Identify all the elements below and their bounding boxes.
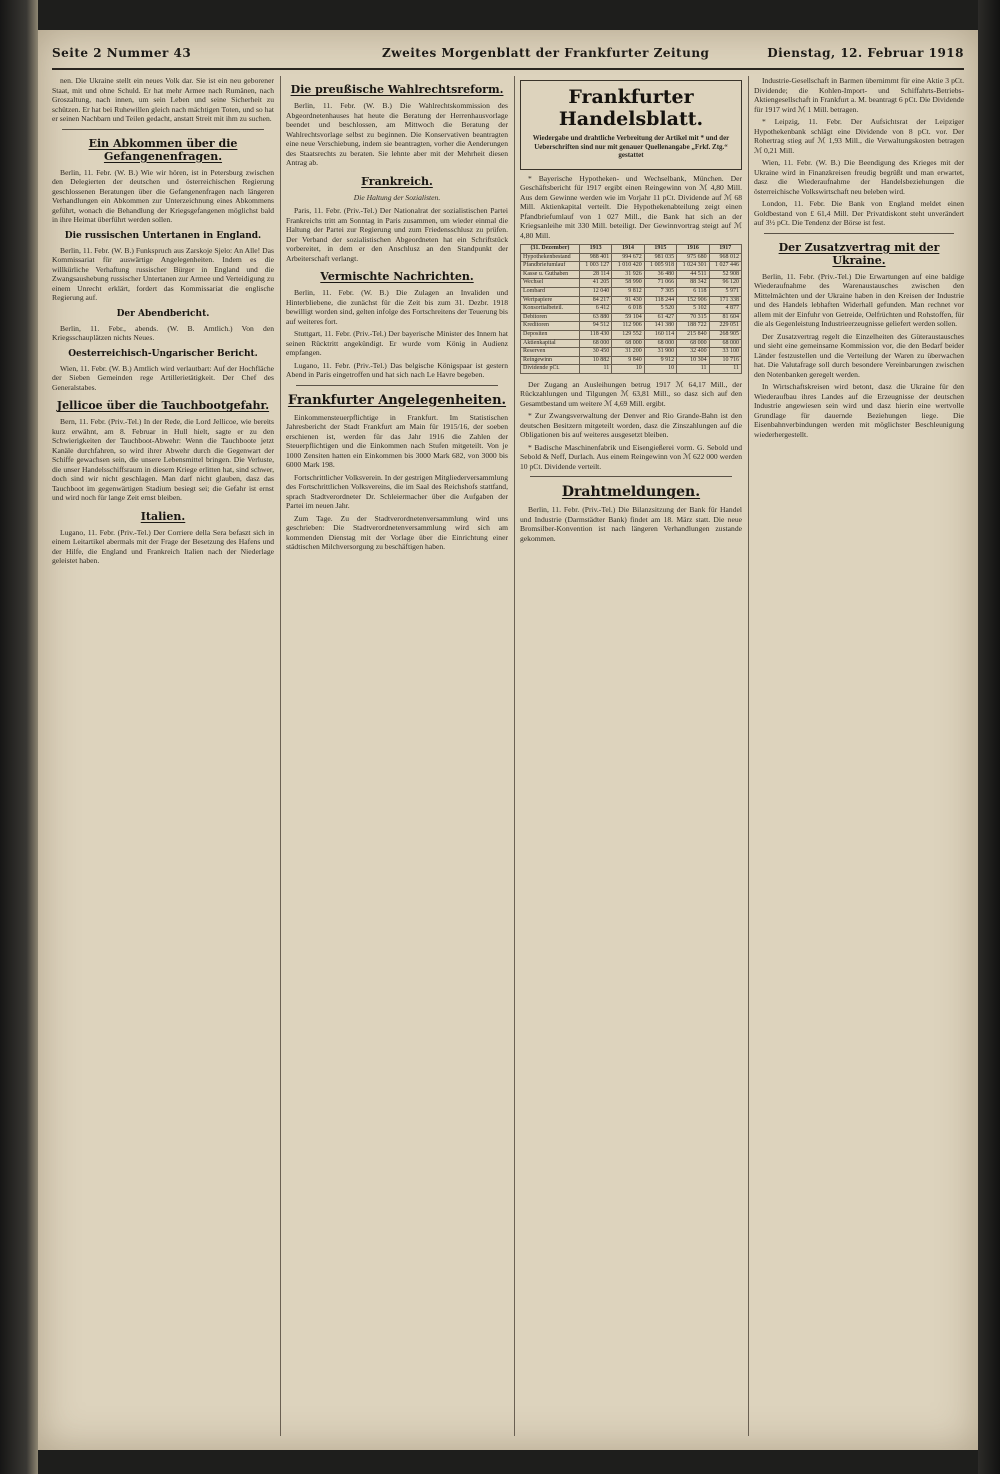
table-cell: 9 912 <box>644 356 676 365</box>
table-cell: 11 <box>677 365 709 374</box>
table-row <box>521 330 742 339</box>
article-text: Bern, 11. Febr. (Priv.-Tel.) In der Rede, die Lord Jellicoe, wie bereits kurz erwähnt, am 8. Februar in Hull hielt, sagte er zu den Schwierigkeiten der Tauchboot-Abwehr: Wenn die Tauchboote jetzt Kanäle durchfahren, so wird ihrer Abwehr durch die Gegenwart der Schiffe gewachsen sein, die unsere Lebensmittel bringen. Die Verluste, die unser Handelsschiffsraum in diesem Kriege erlitten hat, sind schwer, doch sind wir nicht geschlagen. Man darf nicht glauben, dasz das Tauchboot im gegenwärtigen Stadium besiegt sei; die Gefahr ist ernst und wird noch für lange Zeit ernst bleiben. <box>52 417 274 502</box>
table-header-cell: (31. Dezember) <box>521 245 580 254</box>
table-header-cell: 1915 <box>644 245 676 254</box>
article-text: * Bayerische Hypotheken- und Wechselbank, München. Der Geschäftsbericht für 1917 ergibt einen Reingewinn von ℳ 4,80 Mill. Aus dem Gewinne werden wie im Vorjahr 11 pCt. Dividende auf ℳ 68 Mill. Aktienkapital verteilt. Die Hypothekenabteilung zeigt einen Pfandbriefumlauf von 1 027 Mill., die Bank hat sich an der Kriegsanleihe mit 330 Mill. beteiligt. Der Gewinnvortrag steigt auf ℳ 4,80 Mill. <box>520 173 742 240</box>
table-cell: 160 114 <box>644 330 676 339</box>
table-cell: 30 450 <box>579 348 611 357</box>
table-cell: 63 880 <box>579 313 611 322</box>
table-header-cell: 1916 <box>677 245 709 254</box>
table-body <box>521 253 742 373</box>
table-cell: 188 722 <box>677 322 709 331</box>
table-cell: 68 000 <box>644 339 676 348</box>
article-text: * Leipzig, 11. Febr. Der Aufsichtsrat der Leipziger Hypothekenbank schlägt eine Dividende von 8 pCt. vor. Der Rohertrag stieg auf ℳ 1,93 Mill., die Verwaltungskosten betragen ℳ 0,21 Mill. <box>754 117 964 155</box>
table-row <box>521 287 742 296</box>
handelsblatt-masthead <box>520 80 742 170</box>
newspaper-title: Zweites Morgenblatt der Frankfurter Zeitung <box>382 46 710 60</box>
table-row <box>521 253 742 262</box>
row-label: Wechsel <box>521 279 580 288</box>
table-row <box>521 305 742 314</box>
headline-frankfurt: Frankfurter Angelegenheiten. <box>287 392 507 408</box>
row-label: Lombard <box>521 287 580 296</box>
table-cell: 10 304 <box>677 356 709 365</box>
section-title: Frankfurter Handelsblatt. <box>558 86 704 130</box>
table-cell: 10 <box>612 365 644 374</box>
row-label: Reingewinn <box>521 356 580 365</box>
article-text: Einkommensteuerpflichtige in Frankfurt. Im Statistischen Jahresbericht der Stadt Frankfurt am Main für 1915/16, der soeben erschienen ist, werden für das Jahr 1916 die Zahlen der Steuerpflichtigen und die Einkommen nach Stufen mitgeteilt. Von je 1000 Zensiten hatten ein Einkommen bis 3000 Mark 682, von 3000 bis 6000 Mark 198. <box>286 412 508 469</box>
subheadline: Die Haltung der Sozialisten. <box>353 192 441 202</box>
headline-abendbericht: Der Abendbericht. <box>116 308 210 319</box>
table-cell: 33 100 <box>709 348 741 357</box>
article-text: Wien, 11. Febr. (W. B.) Amtlich wird verlautbart: Auf der Hochfläche der Sieben Gemeinden rege Artillerietätigkeit. Der Chef des Generalstabes. <box>52 363 274 392</box>
table-cell: 36 480 <box>644 270 676 279</box>
table-cell: 59 104 <box>612 313 644 322</box>
table-cell: 10 716 <box>709 356 741 365</box>
table-cell: 5 102 <box>677 305 709 314</box>
article-text: Wien, 11. Febr. (W. B.) Die Beendigung des Krieges mit der Ukraine wird in Finanzkreisen freudig begrüßt und man erwartet, dasz die Wiederaufnahme der Handelsbeziehungen die österreichische Volkswirtschaft neu beleben wird. <box>754 158 964 196</box>
article-text: Berlin, 11. Febr. (W. B.) Die Zulagen an Invaliden und Hinterbliebene, die zunächst für die Zeit bis zum 31. Dezbr. 1918 bewilligt worden sind, gelten infolge des Fortschreitens der Teuerung bis auf weiteres fort. <box>286 288 508 326</box>
article-text: Der Zugang an Ausleihungen betrug 1917 ℳ 64,17 Mill., der Rückzahlungen und Tilgungen ℳ 63,81 Mill., so dasz sich auf den Gesamtbestand um weitere ℳ 4,69 Mill. ergibt. <box>520 379 742 408</box>
table-cell: 981 035 <box>644 253 676 262</box>
table-cell: 52 908 <box>709 270 741 279</box>
table-cell: 41 205 <box>579 279 611 288</box>
table-cell: 71 066 <box>644 279 676 288</box>
table-cell: 96 120 <box>709 279 741 288</box>
table-cell: 4 877 <box>709 305 741 314</box>
column-divider <box>514 76 515 1436</box>
table-cell: 6 118 <box>677 287 709 296</box>
article-text: Zum Tage. Zu der Stadtverordnetenversammlung wird uns geschrieben: Die Stadtverordnetenversammlung wird sich am kommenden Dienstag mit der Vorlage über die Einrichtung einer städtischen Milchversorgung zu beschäftigen haben. <box>286 513 508 551</box>
row-label: Wertpapiere <box>521 296 580 305</box>
article-text: London, 11. Febr. Die Bank von England meldet einen Goldbestand von £ 61,4 Mill. Der Privatdiskont steht unverändert auf 3½ pCt. Die Tendenz der Börse ist fest. <box>754 199 964 227</box>
headline-jellicoe: Jellicoe über die Tauchbootgefahr. <box>56 399 270 412</box>
row-label: Kasse u. Guthaben <box>521 270 580 279</box>
headline-vermischte: Vermischte Nachrichten. <box>320 270 474 283</box>
section-subtitle: Wiedergabe und drahtliche Verbreitung der Artikel mit * und der Ueberschriften sind nur mit genauer Quellenangabe „Frkf. Ztg.“ gestattet <box>532 134 730 159</box>
table-row <box>521 348 742 357</box>
table-cell: 68 000 <box>579 339 611 348</box>
table-cell: 215 840 <box>677 330 709 339</box>
row-label: Dividende pCt. <box>521 365 580 374</box>
table-cell: 28 114 <box>579 270 611 279</box>
table-cell: 11 <box>579 365 611 374</box>
article-text: Der Zusatzvertrag regelt die Einzelheiten des Güteraustausches und sieht eine gemeinsame Kommission vor, die den Bedarf beider Länder festzustellen und die Verteilung der Waren zu überwachen hat. Die Valutafrage soll durch besondere Vereinbarungen zwischen den Notenbanken geregelt werden. <box>754 331 964 379</box>
table-cell: 94 512 <box>579 322 611 331</box>
table-header-cell: 1917 <box>709 245 741 254</box>
headline-frankreich: Frankreich. <box>361 174 433 188</box>
table-cell: 12 040 <box>579 287 611 296</box>
table-cell: 6 018 <box>612 305 644 314</box>
table-header-cell: 1913 <box>579 245 611 254</box>
article-text: Berlin, 11. Febr. (Priv.-Tel.) Die Erwartungen auf eine baldige Wiederaufnahme des Warenaustausches zwischen den Mittelmächten und der Ukraine haben in den Kreisen der Industrie und des Handels lebhaften Widerhall gefunden. Man rechnet vor allem mit der Einfuhr von Getreide, Oelfrüchten und Rohstoffen, für die als Gegenleistung Industrieerzeugnisse geliefert werden sollen. <box>754 271 964 328</box>
headline-wahlrecht: Die preußische Wahlrechtsreform. <box>290 83 504 96</box>
newspaper-page <box>38 30 978 1450</box>
table-cell: 31 900 <box>644 348 676 357</box>
table-cell: 81 604 <box>709 313 741 322</box>
table-cell: 70 315 <box>677 313 709 322</box>
article-text: Berlin, 11. Febr. (Priv.-Tel.) Die Bilanzsitzung der Bank für Handel und Industrie (Darmstädter Bank) findet am 18. März statt. Die neue Bromsilber-Konvention ist nach längeren Verhandlungen zustande gekommen. <box>520 505 742 543</box>
masthead <box>52 46 964 66</box>
table-cell: 268 905 <box>709 330 741 339</box>
issue-date: Dienstag, 12. Februar 1918 <box>767 46 964 60</box>
row-label: Pfandbriefumlauf <box>521 262 580 271</box>
table-cell: 229 051 <box>709 322 741 331</box>
table-row <box>521 365 742 374</box>
column-divider <box>280 76 281 1436</box>
row-label: Kreditoren <box>521 322 580 331</box>
table-cell: 129 552 <box>612 330 644 339</box>
table-cell: 1 003 127 <box>579 262 611 271</box>
table-cell: 31 200 <box>612 348 644 357</box>
row-label: Konsortialbeteil. <box>521 305 580 314</box>
column-4 <box>754 76 964 1436</box>
table-cell: 10 882 <box>579 356 611 365</box>
table-cell: 6 412 <box>579 305 611 314</box>
table-cell: 141 380 <box>644 322 676 331</box>
column-1 <box>52 76 274 1436</box>
headline-italien: Italien. <box>140 509 186 523</box>
table-cell: 988 401 <box>579 253 611 262</box>
divider <box>764 233 954 234</box>
page-shadow-left <box>0 0 38 1474</box>
table-row <box>521 279 742 288</box>
article-text: Berlin, 11. Febr. (W. B.) Funkspruch aus Zarskoje Sjelo: An Alle! Das Kommissariat für auswärtige Angelegenheiten. Indem es die willkürliche Verhaftung russischer Bürger in England und die Zwangsaushebung russischer Untertanen zur Armee und Verteidigung zu einem Unrecht erklärt, fordert das Kommissariat die englische Regierung auf. <box>52 245 274 302</box>
table-cell: 5 520 <box>644 305 676 314</box>
divider <box>530 476 732 477</box>
article-text: Paris, 11. Febr. (Priv.-Tel.) Der Nationalrat der sozialistischen Partei Frankreichs tritt am Sonntag in Paris zusammen, um wieder einmal die Haltung der Partei zur Regierung und zum Friedensschlusz zu prüfen. Der Verband der sozialistischen Abgeordneten hat ein Schriftstück vorbereitet, in dem er den Anschlusz an den Standpunkt der Arbeiterschaft verlangt. <box>286 206 508 263</box>
column-2 <box>286 76 508 1436</box>
table-cell: 58 990 <box>612 279 644 288</box>
article-text: In Wirtschaftskreisen wird betont, dasz die Ukraine für den Wiederaufbau ihres Landes auf die Erzeugnisse der deutschen Industrie angewiesen sein wird und dasz hierin eine wertvolle Grundlage für dauernde Beziehungen liege. Die Eisenbahnverbindungen werden mit möglichster Beschleunigung wiederhergestellt. <box>754 382 964 439</box>
table-cell: 5 971 <box>709 287 741 296</box>
table-cell: 68 000 <box>677 339 709 348</box>
column-3 <box>520 76 742 1436</box>
table-cell: 118 244 <box>644 296 676 305</box>
header-rule <box>52 68 964 70</box>
table-row <box>521 270 742 279</box>
row-label: Debitoren <box>521 313 580 322</box>
table-cell: 1 024 301 <box>677 262 709 271</box>
headline-drahtmeldungen: Drahtmeldungen. <box>561 484 701 501</box>
table-cell: 9 840 <box>612 356 644 365</box>
table-cell: 68 000 <box>612 339 644 348</box>
table-cell: 11 <box>709 365 741 374</box>
divider <box>296 385 498 386</box>
table-cell: 118 430 <box>579 330 611 339</box>
row-label: Reserven <box>521 348 580 357</box>
table-cell: 84 217 <box>579 296 611 305</box>
table-cell: 9 812 <box>612 287 644 296</box>
column-divider <box>748 76 749 1436</box>
table-cell: 152 906 <box>677 296 709 305</box>
table-cell: 994 672 <box>612 253 644 262</box>
divider <box>62 129 264 130</box>
table-row <box>521 356 742 365</box>
table-cell: 1 010 420 <box>612 262 644 271</box>
article-text: Berlin, 11. Febr. (W. B.) Die Wahlrechtskommission des Abgeordnetenhauses hat heute die Beratung der Herrenhausvorlage beendet und beschlossen, am Mittwoch die Beratung der Wahlrechtsvorlage selbst zu beginnen. Die Konservativen beantragten eine neue Verschiebung, indem sie beantragten, vorher die Aenderungen des Staatsrechts zu beraten. Sie lehnte aber mit der Mehrheit diesen Antrag ab. <box>286 101 508 167</box>
article-text: Berlin, 11. Febr., abends. (W. B. Amtlich.) Von den Kriegsschauplätzen nichts Neues. <box>52 323 274 342</box>
article-text: Lugano, 11. Febr. (Priv.-Tel.) Das belgische Königspaar ist gestern Abend in Paris eingetroffen und hat sich nach Le Havre begeben. <box>286 360 508 379</box>
headline-oesterreich: Oesterreichisch-Ungarischer Bericht. <box>68 348 258 359</box>
table-cell: 968 012 <box>709 253 741 262</box>
headline-abkommen: Ein Abkommen über die Gefangenenfragen. <box>88 136 238 163</box>
article-text: nen. Die Ukraine stellt ein neues Volk dar. Sie ist ein neu geborener Staat, mit und ohne Schuld. Er hat mehr Armee nach Rumänen, nach Groszaltung, nach innen, um sein Leben und seine Sicherheit zu schützen. Er hat bei Ruhewillen gleich nach mächtigen Toten, und so hat er seinen Nachbarn und Teilen gedacht, anstatt Streit mit ihm zu suchen. <box>52 76 274 123</box>
balance-table <box>520 244 742 374</box>
article-text: Industrie-Gesellschaft in Barmen übernimmt für eine Aktie 3 pCt. Dividende; die Kohlen-Import- und Schiffahrts-Betriebs-Aktiengesellschaft in Frankfurt a. M. beantragt 6 pCt. Die Dividende für 1917 wird ℳ 1 Mill. betragen. <box>754 76 964 114</box>
headline-zusatzvertrag: Der Zusatzvertrag mit der Ukraine. <box>778 240 940 267</box>
table-cell: 975 680 <box>677 253 709 262</box>
row-label: Depositen <box>521 330 580 339</box>
article-text: * Badische Maschinenfabrik und Eisengießerei vorm. G. Sebold und Sebold & Neff, Durlach. Aus einem Reingewinn von ℳ 622 000 werden 10 pCt. Dividende verteilt. <box>520 442 742 471</box>
table-cell: 1 005 918 <box>644 262 676 271</box>
table-row <box>521 313 742 322</box>
table-cell: 32 400 <box>677 348 709 357</box>
table-row <box>521 296 742 305</box>
page-number: Seite 2 Nummer 43 <box>52 46 192 60</box>
table-header-cell: 1914 <box>612 245 644 254</box>
table-cell: 44 511 <box>677 270 709 279</box>
table-cell: 88 342 <box>677 279 709 288</box>
table-row <box>521 339 742 348</box>
table-row <box>521 262 742 271</box>
article-text: Lugano, 11. Febr. (Priv.-Tel.) Der Corriere della Sera befaszt sich in einem Leitartikel abermals mit der Frage der Besetzung des Hafens und der Hilfe, die England und Frankreich Italien nach der Niederlage geleistet haben. <box>52 527 274 565</box>
headline-russen: Die russischen Untertanen in England. <box>64 230 262 241</box>
table-cell: 91 430 <box>612 296 644 305</box>
table-cell: 171 338 <box>709 296 741 305</box>
page-shadow-right <box>978 0 1000 1474</box>
row-label: Hypothekenbestand <box>521 253 580 262</box>
table-cell: 68 000 <box>709 339 741 348</box>
table-cell: 31 926 <box>612 270 644 279</box>
article-text: * Zur Zwangsverwaltung der Denver and Rio Grande-Bahn ist den deutschen Besitzern mitgeteilt worden, dasz die Zinszahlungen auf die Obligationen bis auf weiteres ausgesetzt bleiben. <box>520 411 742 440</box>
article-text: Fortschrittlicher Volksverein. In der gestrigen Mitgliederversammlung des Fortschrittlichen Volksvereins, die im Saal des Reichshofs stattfand, sprach Stadtverordneter Dr. Schleiermacher über die Aufgaben der Partei im neuen Jahr. <box>286 472 508 510</box>
table-row <box>521 322 742 331</box>
table-cell: 112 906 <box>612 322 644 331</box>
article-text: Stuttgart, 11. Febr. (Priv.-Tel.) Der bayerische Minister des Innern hat seinen Rücktritt angekündigt. Er wurde vom König in Audienz empfangen. <box>286 329 508 357</box>
row-label: Aktienkapital <box>521 339 580 348</box>
table-cell: 61 427 <box>644 313 676 322</box>
table-header-row <box>521 245 742 254</box>
table-cell: 7 305 <box>644 287 676 296</box>
table-cell: 1 027 446 <box>709 262 741 271</box>
table-cell: 10 <box>644 365 676 374</box>
article-text: Berlin, 11. Febr. (W. B.) Wie wir hören, ist in Petersburg zwischen den Delegierten der deutschen und österreichischen Regierung geschlossenen Beratungen über die Gefangenenfragen nach längeren Verhandlungen ein Abkommen zur Unterzeichnung eines Abkommens geführt, wonach die Behandlung der Kriegsgefangenen möglichst bald in ihre Heimat überführt werden sollen. <box>52 167 274 224</box>
